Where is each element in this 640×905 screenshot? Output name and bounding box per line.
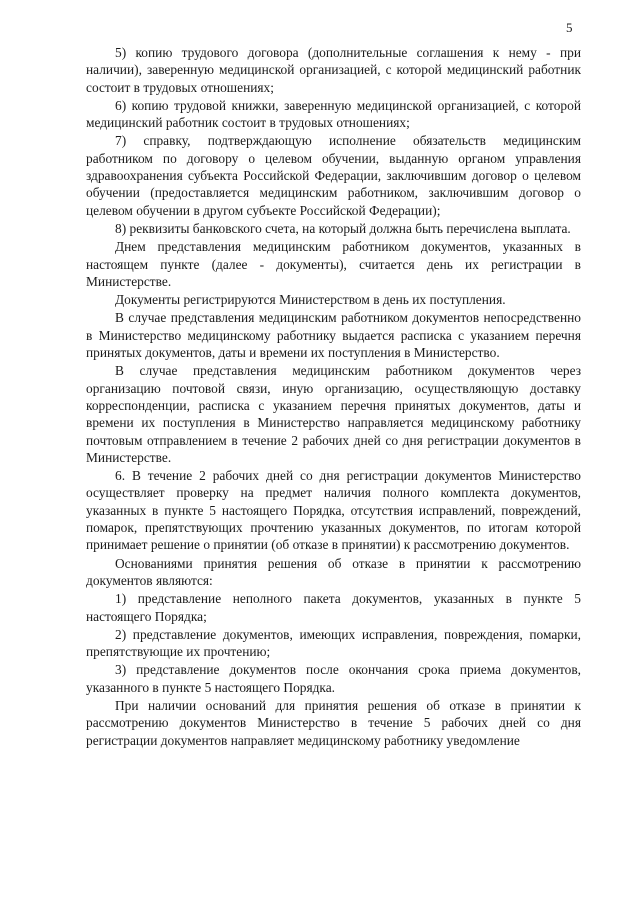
paragraph-item-8: 8) реквизиты банковского счета, на который должна быть перечислена выплата. bbox=[115, 220, 571, 236]
paragraph-item-7: 7) справку, подтверждающую исполнение обязательств медицинским работником по договору о целевом обучении, выданную органом управления здравоохранения субъекта Российской Федерации, заключившим договор о целевом обучении (предоставляется медицинским работником, заключившим договор о целевом обучении в другом субъекте Российской Федерации); bbox=[86, 133, 581, 218]
page-number: 5 bbox=[566, 20, 573, 35]
paragraph-item-6: 6) копию трудовой книжки, заверенную медицинской организацией, с которой медицинский работник состоит в трудовых отношениях; bbox=[86, 97, 581, 131]
document-body bbox=[86, 44, 581, 749]
paragraph-ground-2: 2) представление документов, имеющих исправления, повреждения, помарки, препятствующие их прочтению; bbox=[86, 626, 581, 660]
paragraph-registration: Документы регистрируются Министерством в день их поступления. bbox=[115, 292, 506, 308]
paragraph-ground-3: 3) представление документов после окончания срока приема документов, указанного в пункте 5 настоящего Порядка. bbox=[86, 662, 581, 695]
paragraph-notification: При наличии оснований для принятия решения об отказе в принятии к рассмотрению документов Министерство в течение 5 рабочих дней со дня регистрации документов направляет медицинскому работнику уведомление bbox=[86, 697, 581, 748]
paragraph-direct-submission: В случае представления медицинским работником документов непосредственно в Министерство медицинскому работнику выдается расписка с указанием перечня принятых документов, даты и времени их поступления в Министерство. bbox=[86, 310, 581, 361]
paragraph-clause-6: 6. В течение 2 рабочих дней со дня регистрации документов Министерство осуществляет проверку на предмет наличия полного комплекта документов, указанных в пункте 5 настоящего Порядка, отсутствия исправлений, повреждений, помарок, препятствующих прочтению указанных документов, по итогам которой принимает решение о принятии (об отказе в принятии) к рассмотрению документов. bbox=[86, 468, 581, 553]
paragraph-item-5: 5) копию трудового договора (дополнительные соглашения к нему - при наличии), заверенную медицинской организацией, с которой медицинский работник состоит в трудовых отношениях; bbox=[86, 45, 581, 95]
paragraph-refusal-grounds: Основаниями принятия решения об отказе в принятии к рассмотрению документов являются: bbox=[86, 555, 581, 588]
paragraph-postal-submission: В случае представления медицинским работником документов через организацию почтовой связи, иную организацию, осуществляющую доставку корреспонденции, расписка с указанием перечня принятых документов, даты и времени их поступления в Министерство направляется медицинскому работнику почтовым отправлением в течение 2 рабочих дней со дня регистрации документов в Министерстве. bbox=[86, 363, 581, 465]
paragraph-submission-date: Днем представления медицинским работником документов, указанных в настоящем пункте (далее - документы), считается день их регистрации в Министерстве. bbox=[86, 239, 581, 289]
paragraph-ground-1: 1) представление неполного пакета документов, указанных в пункте 5 настоящего Порядка; bbox=[86, 591, 581, 624]
